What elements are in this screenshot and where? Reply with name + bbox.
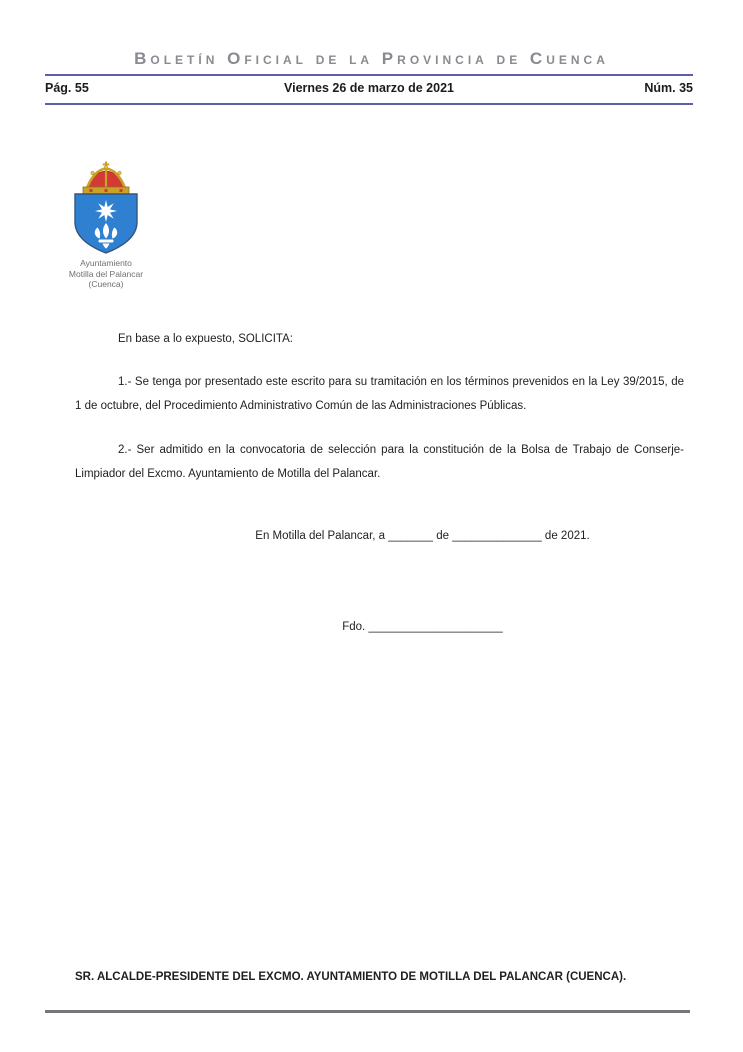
header-rule-top	[45, 74, 693, 76]
footer-rule	[45, 1010, 690, 1013]
petition-item-2: 2.- Ser admitido en la convocatoria de selección para la constitución de la Bolsa de Trabajo de Conserje-Limpiador del Excmo. Ayuntamiento de Motilla del Palancar.	[75, 444, 684, 480]
page-number-label: Pág. 55	[45, 81, 89, 95]
place-date-line: En Motilla del Palancar, a _______ de ______________ de 2021.	[255, 530, 590, 542]
crest-caption-line3: (Cuenca)	[88, 279, 124, 289]
petition-item-1: 1.- Se tenga por presentado este escrito para su tramitación en los términos prevenidos en la Ley 39/2015, de 1 de octubre, del Procedimiento Administrativo Común de las Administraciones Públicas.	[75, 376, 684, 412]
masthead-title: Boletín Oficial de la Provincia de Cuenca	[134, 49, 609, 68]
shield-icon	[75, 194, 137, 253]
signature-line: Fdo. _____________________	[342, 621, 503, 633]
municipal-crest	[66, 161, 146, 257]
issue-date-label: Viernes 26 de marzo de 2021	[283, 81, 454, 95]
coat-of-arms-icon	[66, 161, 146, 257]
crest-caption-line1: Ayuntamiento	[80, 258, 132, 268]
crest-caption	[50, 258, 162, 290]
body-intro-line: En base a lo expuesto, SOLICITA:	[118, 333, 293, 345]
crown-icon	[83, 162, 129, 195]
header-rule-bottom	[45, 103, 693, 105]
issue-number-label: Núm. 35	[644, 81, 693, 95]
addressee-line: SR. ALCALDE-PRESIDENTE DEL EXCMO. AYUNTAMIENTO DE MOTILLA DEL PALANCAR (CUENCA).	[75, 971, 627, 983]
crest-caption-line2: Motilla del Palancar	[68, 268, 144, 279]
header-info-row	[45, 81, 693, 95]
star-icon	[95, 200, 117, 222]
